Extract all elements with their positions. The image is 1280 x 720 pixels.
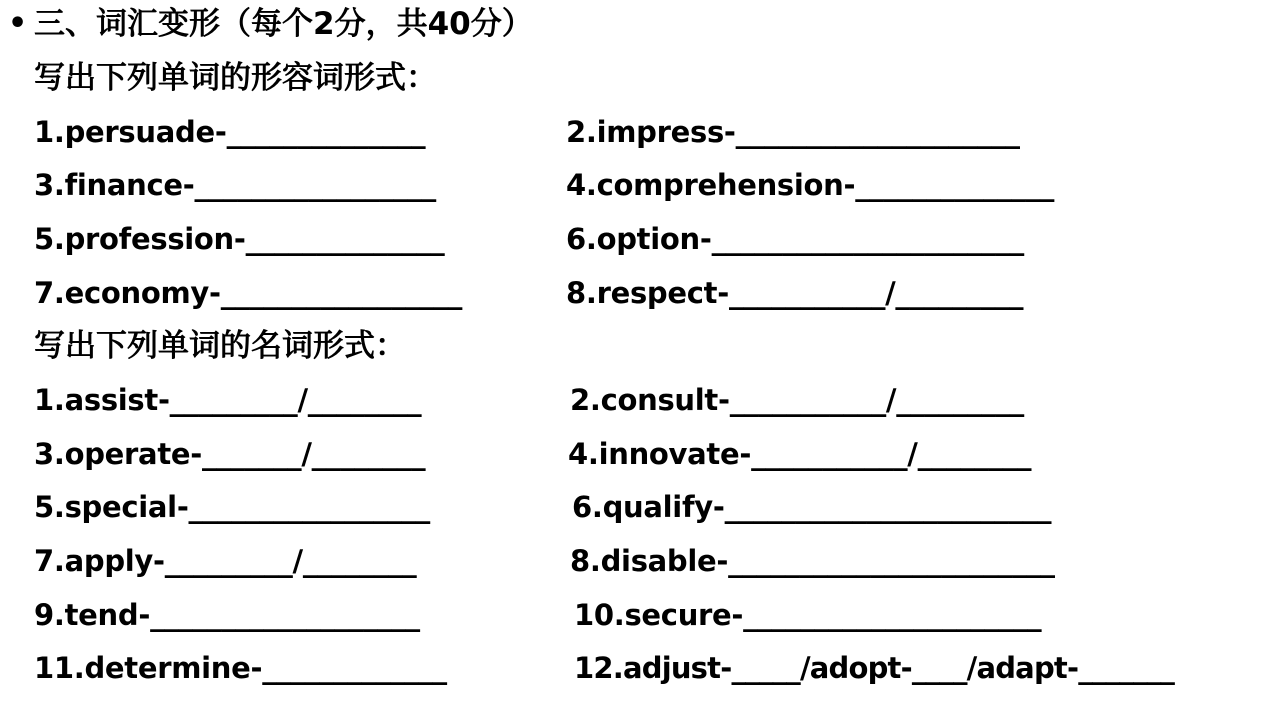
list-item-adj-2: 2.impress-____________________ — [566, 115, 1020, 149]
list-item-noun-3: 3.operate-_______/________ — [34, 437, 426, 471]
list-item-noun-1: 1.assist-_________/________ — [34, 383, 422, 417]
list-item-noun-7: 7.apply-_________/________ — [34, 544, 417, 578]
list-item-noun-2: 2.consult-___________/_________ — [570, 383, 1024, 417]
list-item-adj-6: 6.option-______________________ — [566, 222, 1024, 256]
list-item-noun-6: 6.qualify-_______________________ — [572, 490, 1052, 524]
list-item-noun-12: 12.adjust-_____/adopt-____/adapt-_______ — [574, 651, 1175, 685]
list-item-noun-11: 11.determine-_____________ — [34, 651, 447, 685]
list-item-adj-1: 1.persuade-______________ — [34, 115, 426, 149]
page-title: 三、词汇变形（每个2分，共40分） — [34, 6, 533, 42]
list-item-noun-9: 9.tend-___________________ — [34, 598, 420, 632]
list-item-adj-4: 4.comprehension-______________ — [566, 168, 1055, 202]
list-item-noun-8: 8.disable-_______________________ — [570, 544, 1055, 578]
list-item-adj-5: 5.profession-______________ — [34, 222, 445, 256]
list-item-adj-3: 3.finance-_________________ — [34, 168, 436, 202]
list-item-noun-4: 4.innovate-___________/________ — [568, 437, 1032, 471]
list-item-adj-8: 8.respect-___________/_________ — [566, 276, 1024, 310]
section-heading-adjective: 写出下列单词的形容词形式： — [34, 60, 437, 96]
list-item-noun-5: 5.special-_________________ — [34, 490, 430, 524]
section-heading-noun: 写出下列单词的名词形式： — [34, 328, 406, 364]
bullet-marker: • — [8, 6, 28, 41]
list-item-adj-7: 7.economy-_________________ — [34, 276, 463, 310]
list-item-noun-10: 10.secure-_____________________ — [574, 598, 1042, 632]
